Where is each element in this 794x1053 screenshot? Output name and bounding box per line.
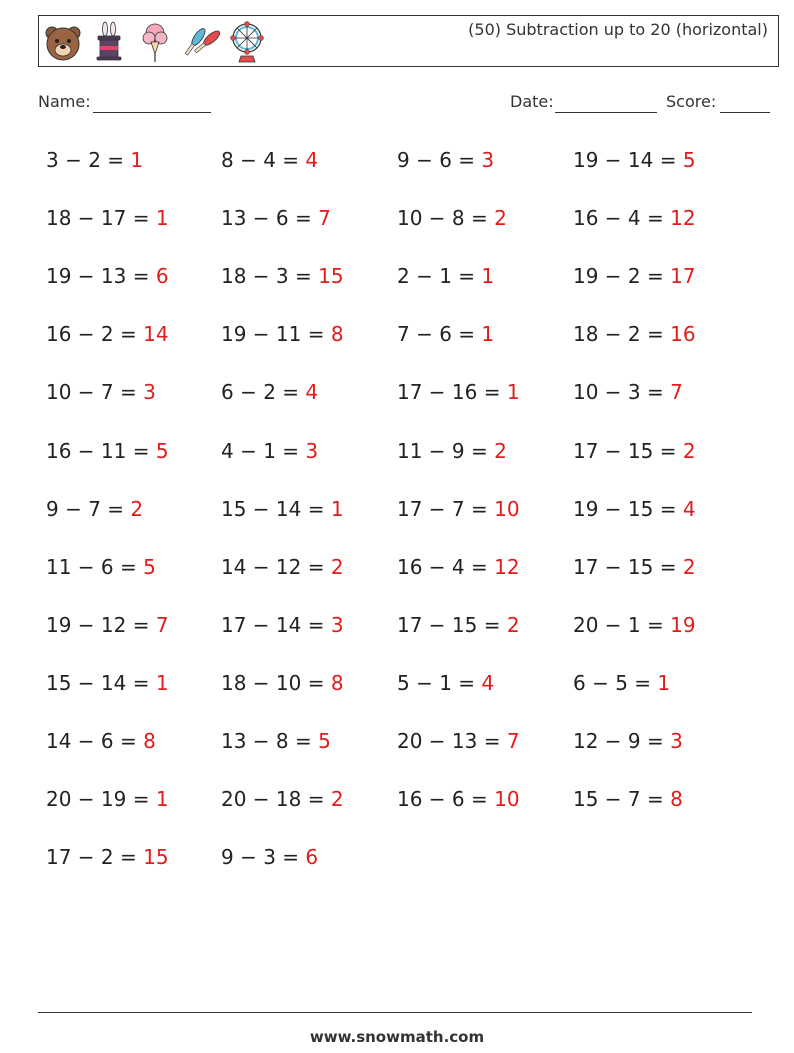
problem-item xyxy=(46,845,169,869)
problem-question: 8 − 4 = xyxy=(221,148,306,172)
problem-answer: 6 xyxy=(155,264,169,289)
problem-question: 3 − 2 = xyxy=(46,148,131,172)
student-info-row xyxy=(38,92,771,116)
problem-question: 13 − 8 = xyxy=(221,729,319,753)
problem-item xyxy=(221,206,331,230)
problem-answer: 2 xyxy=(494,206,507,231)
problem-item xyxy=(46,613,169,637)
problem-answer: 2 xyxy=(506,612,520,637)
problem-answer: 5 xyxy=(155,438,169,463)
problem-answer: 8 xyxy=(330,322,344,347)
problem-answer: 2 xyxy=(130,496,144,521)
problem-question: 15 − 14 = xyxy=(221,496,331,521)
problem-question: 15 − 14 = xyxy=(46,670,156,695)
problem-question: 13 − 6 = xyxy=(221,206,319,231)
problem-answer: 7 xyxy=(155,612,169,637)
problem-item xyxy=(573,380,683,404)
problem-item xyxy=(397,322,494,346)
problem-question: 17 − 15 = xyxy=(573,554,683,579)
problem-answer: 7 xyxy=(670,380,683,405)
problem-answer: 14 xyxy=(143,322,169,347)
problem-item xyxy=(573,439,696,463)
problem-item xyxy=(573,206,696,230)
problem-item xyxy=(573,322,696,346)
footer-url: www.snowmath.com xyxy=(309,1028,485,1046)
problem-item xyxy=(221,322,344,346)
problem-question: 20 − 13 = xyxy=(397,729,507,753)
cotton-candy-icon xyxy=(135,20,175,64)
problem-answer: 8 xyxy=(143,729,156,753)
problem-question: 11 − 6 = xyxy=(46,554,144,579)
problem-question: 12 − 9 = xyxy=(573,729,671,753)
date-blank[interactable] xyxy=(555,111,657,113)
problem-item xyxy=(397,439,507,463)
problem-answer: 1 xyxy=(481,264,495,289)
problem-item xyxy=(46,380,156,404)
problem-item xyxy=(221,613,344,637)
problem-question: 6 − 5 = xyxy=(573,670,658,695)
problem-question: 16 − 4 = xyxy=(573,206,671,231)
juggling-clubs-icon xyxy=(181,20,221,64)
problem-item xyxy=(397,380,520,404)
problem-item xyxy=(573,497,696,521)
problem-answer: 5 xyxy=(143,554,156,579)
problem-answer: 17 xyxy=(670,264,696,289)
problem-answer: 7 xyxy=(506,729,520,753)
problem-question: 18 − 3 = xyxy=(221,264,319,289)
problem-item xyxy=(221,148,318,172)
problem-answer: 2 xyxy=(494,438,507,463)
problem-question: 20 − 1 = xyxy=(573,612,671,637)
problem-question: 5 − 1 = xyxy=(397,670,482,695)
problem-answer: 2 xyxy=(330,554,344,579)
problem-answer: 1 xyxy=(506,380,520,405)
problem-item xyxy=(397,148,494,172)
problem-item xyxy=(46,206,169,230)
problem-answer: 4 xyxy=(682,496,696,521)
problem-answer: 3 xyxy=(330,612,344,637)
problem-answer: 1 xyxy=(657,670,671,695)
problem-item xyxy=(46,497,143,521)
problem-answer: 8 xyxy=(670,787,683,812)
problem-answer: 1 xyxy=(155,670,169,695)
problem-item xyxy=(397,206,507,230)
problem-item xyxy=(221,671,344,695)
problem-item xyxy=(46,787,169,811)
problem-item xyxy=(397,497,520,521)
problem-answer: 7 xyxy=(318,206,331,231)
problem-answer: 2 xyxy=(330,787,344,812)
problem-answer: 2 xyxy=(682,438,696,463)
problem-item xyxy=(46,148,143,172)
problem-question: 10 − 8 = xyxy=(397,206,495,231)
score-blank[interactable] xyxy=(720,111,770,113)
problem-answer: 3 xyxy=(305,438,319,463)
problem-answer: 3 xyxy=(670,729,683,753)
problem-answer: 5 xyxy=(318,729,331,753)
problem-item xyxy=(573,555,696,579)
problem-item xyxy=(573,729,683,753)
magic-hat-rabbit-icon xyxy=(89,20,129,64)
problem-question: 20 − 18 = xyxy=(221,787,331,812)
problem-item xyxy=(221,787,344,811)
problem-item xyxy=(397,555,520,579)
problem-item xyxy=(573,264,696,288)
problem-question: 17 − 2 = xyxy=(46,845,144,870)
problem-item xyxy=(573,787,683,811)
problem-item xyxy=(221,555,344,579)
bear-icon xyxy=(43,20,83,64)
problem-question: 14 − 6 = xyxy=(46,729,144,753)
header-icons xyxy=(43,20,267,64)
problem-answer: 1 xyxy=(155,787,169,812)
problem-question: 10 − 7 = xyxy=(46,380,144,405)
problem-answer: 12 xyxy=(670,206,696,231)
problem-question: 17 − 16 = xyxy=(397,380,507,405)
problem-answer: 10 xyxy=(494,787,520,812)
problem-answer: 4 xyxy=(305,148,319,172)
problem-question: 19 − 13 = xyxy=(46,264,156,289)
date-label: Date: xyxy=(510,92,554,111)
ferris-wheel-icon xyxy=(227,20,267,64)
problem-item xyxy=(46,439,169,463)
name-label: Name: xyxy=(38,92,91,111)
problem-answer: 19 xyxy=(670,612,696,637)
problem-answer: 6 xyxy=(305,845,319,870)
problem-item xyxy=(46,322,169,346)
footer-divider xyxy=(38,1012,752,1013)
problem-answer: 10 xyxy=(494,496,520,521)
problem-answer: 5 xyxy=(682,148,696,172)
problem-item xyxy=(46,264,169,288)
problem-question: 19 − 12 = xyxy=(46,612,156,637)
problem-question: 10 − 3 = xyxy=(573,380,671,405)
problem-answer: 3 xyxy=(481,148,495,172)
worksheet-title: (50) Subtraction up to 20 (horizontal) xyxy=(468,20,768,39)
problem-question: 17 − 7 = xyxy=(397,496,495,521)
problem-question: 4 − 1 = xyxy=(221,438,306,463)
problem-answer: 12 xyxy=(494,554,520,579)
problem-question: 11 − 9 = xyxy=(397,438,495,463)
problem-question: 18 − 17 = xyxy=(46,206,156,231)
problem-answer: 8 xyxy=(330,670,344,695)
problem-question: 19 − 15 = xyxy=(573,496,683,521)
problem-item xyxy=(221,439,318,463)
problem-item xyxy=(573,671,670,695)
score-label: Score: xyxy=(666,92,717,111)
problem-item xyxy=(221,264,344,288)
problem-question: 17 − 14 = xyxy=(221,612,331,637)
problem-item xyxy=(397,613,520,637)
problem-answer: 1 xyxy=(130,148,144,172)
problem-item xyxy=(46,555,156,579)
problem-question: 16 − 4 = xyxy=(397,554,495,579)
problem-question: 14 − 12 = xyxy=(221,554,331,579)
problem-question: 16 − 11 = xyxy=(46,438,156,463)
worksheet-header xyxy=(38,15,779,67)
problem-question: 16 − 2 = xyxy=(46,322,144,347)
problem-answer: 4 xyxy=(305,380,319,405)
problem-question: 9 − 3 = xyxy=(221,845,306,870)
problem-item xyxy=(46,729,156,753)
problem-question: 16 − 6 = xyxy=(397,787,495,812)
problem-question: 20 − 19 = xyxy=(46,787,156,812)
name-blank[interactable] xyxy=(93,111,211,113)
problem-answer: 15 xyxy=(143,845,169,870)
problem-answer: 3 xyxy=(143,380,156,405)
problem-question: 19 − 14 = xyxy=(573,148,683,172)
problem-item xyxy=(397,787,520,811)
problem-question: 9 − 7 = xyxy=(46,496,131,521)
problem-item xyxy=(46,671,169,695)
problem-item xyxy=(573,613,696,637)
problem-answer: 4 xyxy=(481,670,495,695)
problem-answer: 1 xyxy=(481,322,495,347)
problem-question: 7 − 6 = xyxy=(397,322,482,347)
problem-answer: 16 xyxy=(670,322,696,347)
problem-question: 17 − 15 = xyxy=(397,612,507,637)
problem-question: 9 − 6 = xyxy=(397,148,482,172)
problem-question: 2 − 1 = xyxy=(397,264,482,289)
problem-question: 18 − 10 = xyxy=(221,670,331,695)
problem-item xyxy=(573,148,696,172)
problem-answer: 15 xyxy=(318,264,344,289)
problem-answer: 1 xyxy=(330,496,344,521)
problem-item xyxy=(221,729,331,753)
problem-item xyxy=(221,845,318,869)
problem-answer: 1 xyxy=(155,206,169,231)
problem-item xyxy=(397,729,520,753)
problem-question: 19 − 2 = xyxy=(573,264,671,289)
problem-item xyxy=(221,497,344,521)
problem-question: 6 − 2 = xyxy=(221,380,306,405)
problem-answer: 2 xyxy=(682,554,696,579)
problem-item xyxy=(397,264,494,288)
problem-item xyxy=(397,671,494,695)
problem-question: 18 − 2 = xyxy=(573,322,671,347)
problem-question: 19 − 11 = xyxy=(221,322,331,347)
problem-item xyxy=(221,380,318,404)
problem-question: 17 − 15 = xyxy=(573,438,683,463)
problem-question: 15 − 7 = xyxy=(573,787,671,812)
